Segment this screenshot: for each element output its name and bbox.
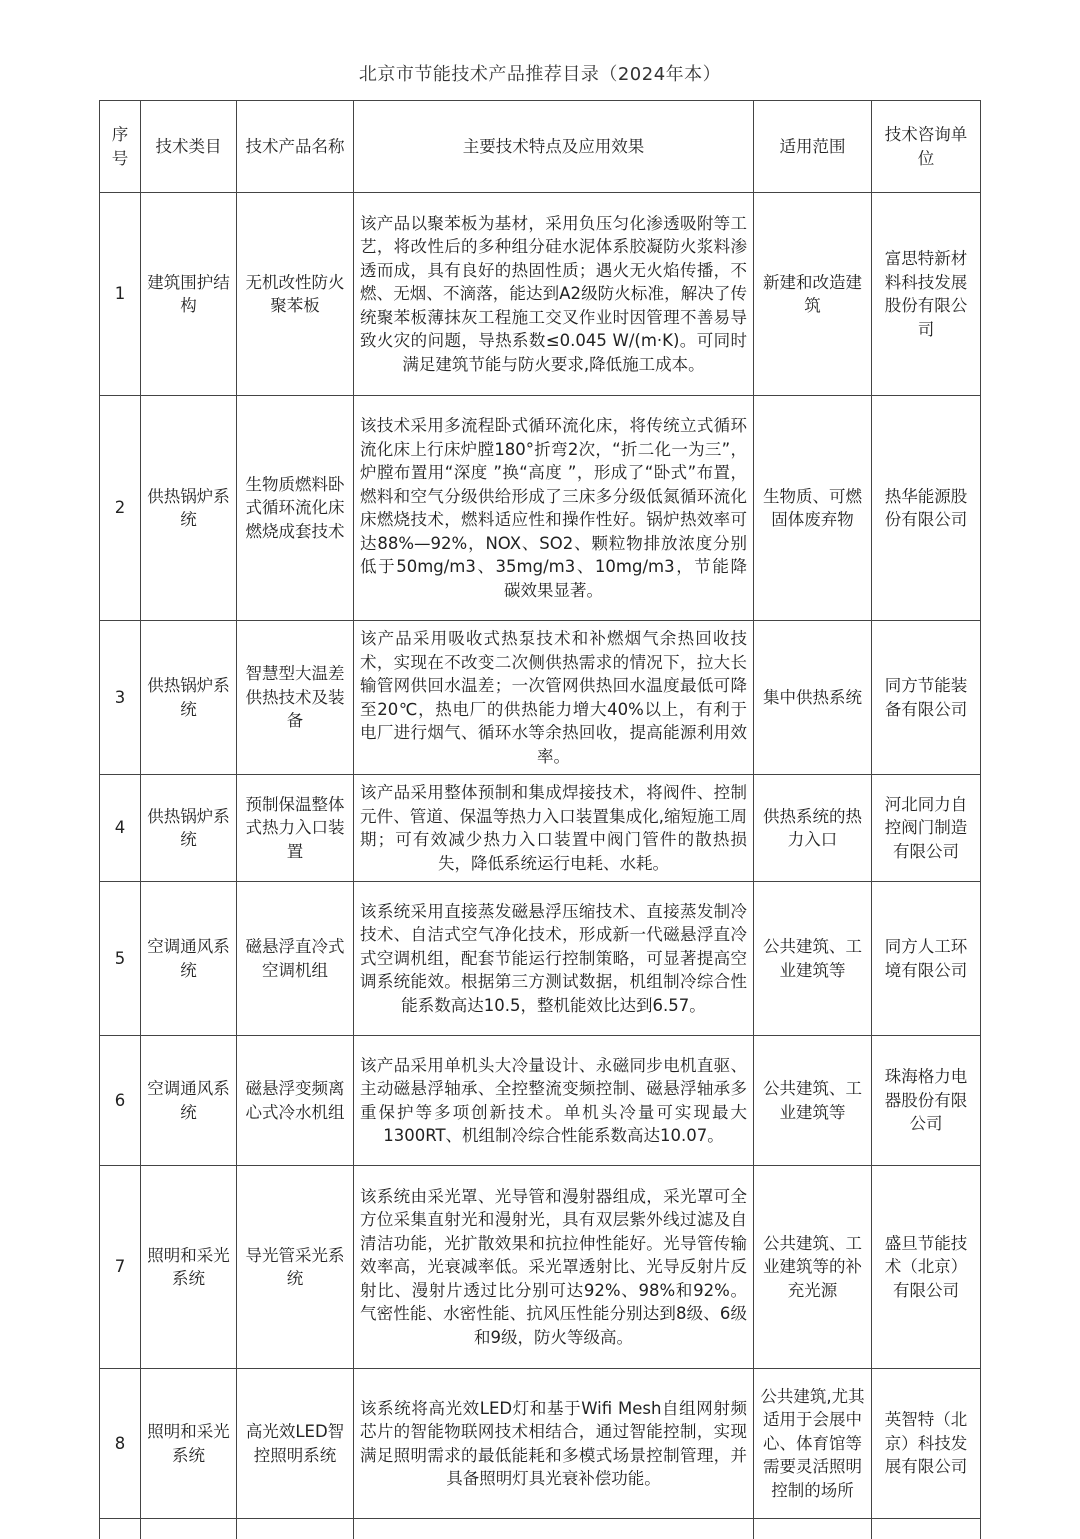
header-features: 主要技术特点及应用效果 (354, 101, 754, 193)
cell-empty (237, 1519, 354, 1539)
cell-scope: 公共建筑、工业建筑等 (754, 1036, 872, 1166)
cell-empty (354, 1519, 754, 1539)
table-row (100, 1036, 981, 1166)
cell-features: 该产品采用整体预制和集成焊接技术，将阀件、控制元件、管道、保温等热力入口装置集成化,缩短施工周期；可有效减少热力入口装置中阀门管件的散热损失，降低系统运行电耗、水耗。 (354, 775, 754, 882)
cell-unit: 珠海格力电器股份有限公司 (872, 1036, 981, 1166)
cell-empty (872, 1519, 981, 1539)
cell-unit: 英智特（北京）科技发展有限公司 (872, 1369, 981, 1519)
cell-product: 导光管采光系统 (237, 1166, 354, 1369)
catalog-table (99, 100, 981, 1539)
table-row (100, 882, 981, 1036)
header-row (100, 101, 981, 193)
cell-product: 磁悬浮变频离心式冷水机组 (237, 1036, 354, 1166)
cell-features: 该技术采用多流程卧式循环流化床，将传统立式循环流化床上行床炉膛180°折弯2次，“折二化一为三”，炉膛布置用“深度 ”换“高度 ”，形成了“卧式”布置，燃料和空气分级供给形成了三床多分级低氮循环流化床燃烧技术，燃料适应性和操作性好。锅炉热效率可达88%—92%，NOX、SO2、颗粒物排放浓度分别低于50mg/m3、35mg/m3、10mg/m3，节能降碳效果显著。 (354, 396, 754, 621)
header-unit: 技术咨询单位 (872, 101, 981, 193)
cell-scope: 公共建筑,尤其适用于会展中心、体育馆等需要灵活照明控制的场所 (754, 1369, 872, 1519)
header-product: 技术产品名称 (237, 101, 354, 193)
cell-empty (100, 1519, 141, 1539)
cell-no: 4 (100, 775, 141, 882)
cell-category: 照明和采光系统 (141, 1166, 237, 1369)
cell-product: 预制保温整体式热力入口装置 (237, 775, 354, 882)
document-title: 北京市节能技术产品推荐目录（2024年本） (358, 64, 722, 85)
cell-no: 3 (100, 621, 141, 775)
cell-category: 照明和采光系统 (141, 1369, 237, 1519)
cell-category: 空调通风系统 (141, 882, 237, 1036)
cell-unit: 富思特新材料科技发展股份有限公司 (872, 193, 981, 396)
cell-scope: 公共建筑、工业建筑等的补充光源 (754, 1166, 872, 1369)
header-scope: 适用范围 (754, 101, 872, 193)
cell-empty (754, 1519, 872, 1539)
cell-product: 无机改性防火聚苯板 (237, 193, 354, 396)
cell-no: 2 (100, 396, 141, 621)
cell-features: 该产品以聚苯板为基材，采用负压匀化渗透吸附等工艺，将改性后的多种组分硅水泥体系胶凝防火浆料渗透而成，具有良好的热固性质；遇火无火焰传播，不燃、无烟、不滴落，能达到A2级防火标准，解决了传统聚苯板薄抹灰工程施工交叉作业时因管理不善易导致火灾的问题，导热系数≤0.045 W/(m·K)。可同时满足建筑节能与防火要求,降低施工成本。 (354, 193, 754, 396)
cell-unit: 同方人工环境有限公司 (872, 882, 981, 1036)
header-no: 序号 (100, 101, 141, 193)
cell-scope: 集中供热系统 (754, 621, 872, 775)
header-category: 技术类目 (141, 101, 237, 193)
table-row (100, 1369, 981, 1519)
cell-scope: 公共建筑、工业建筑等 (754, 882, 872, 1036)
cell-unit: 河北同力自控阀门制造有限公司 (872, 775, 981, 882)
cell-scope: 生物质、可燃固体废弃物 (754, 396, 872, 621)
cell-features: 该系统将高光效LED灯和基于Wifi Mesh自组网射频芯片的智能物联网技术相结合，通过智能控制，实现满足照明需求的最低能耗和多模式场景控制管理，并具备照明灯具光衰补偿功能。 (354, 1369, 754, 1519)
table-row (100, 1166, 981, 1369)
cell-product: 高光效LED智控照明系统 (237, 1369, 354, 1519)
cell-no: 1 (100, 193, 141, 396)
cell-no: 7 (100, 1166, 141, 1369)
cell-product: 磁悬浮直冷式空调机组 (237, 882, 354, 1036)
table-row (100, 396, 981, 621)
table-row-cut-off (100, 1519, 981, 1539)
cell-features: 该系统采用直接蒸发磁悬浮压缩技术、直接蒸发制冷技术、自洁式空气净化技术，形成新一代磁悬浮直冷式空调机组，配套节能运行控制策略，可显著提高空调系统能效。根据第三方测试数据，机组制冷综合性能系数高达10.5，整机能效比达到6.57。 (354, 882, 754, 1036)
cell-category: 供热锅炉系统 (141, 621, 237, 775)
cell-scope: 新建和改造建筑 (754, 193, 872, 396)
cell-no: 5 (100, 882, 141, 1036)
cell-unit: 同方节能装备有限公司 (872, 621, 981, 775)
cell-product: 智慧型大温差供热技术及装备 (237, 621, 354, 775)
cell-product: 生物质燃料卧式循环流化床燃烧成套技术 (237, 396, 354, 621)
cell-unit: 热华能源股份有限公司 (872, 396, 981, 621)
cell-category: 建筑围护结构 (141, 193, 237, 396)
cell-category: 供热锅炉系统 (141, 775, 237, 882)
cell-features: 该产品采用单机头大冷量设计、永磁同步电机直驱、主动磁悬浮轴承、全控整流变频控制、磁悬浮轴承多重保护等多项创新技术。单机头冷量可实现最大1300RT、机组制冷综合性能系数高达10.07。 (354, 1036, 754, 1166)
cell-features: 该系统由采光罩、光导管和漫射器组成，采光罩可全方位采集直射光和漫射光，具有双层紫外线过滤及自清洁功能，光扩散效果和抗拉伸性能好。光导管传输效率高，光衰减率低。采光罩透射比、光导反射片反射比、漫射片透过比分别可达92%、98%和92%。气密性能、水密性能、抗风压性能分别达到8级、6级和9级，防火等级高。 (354, 1166, 754, 1369)
cell-empty (141, 1519, 237, 1539)
cell-no: 8 (100, 1369, 141, 1519)
cell-no: 6 (100, 1036, 141, 1166)
cell-unit: 盛旦节能技术（北京）有限公司 (872, 1166, 981, 1369)
cell-scope: 供热系统的热力入口 (754, 775, 872, 882)
cell-category: 供热锅炉系统 (141, 396, 237, 621)
table-row (100, 621, 981, 775)
cell-category: 空调通风系统 (141, 1036, 237, 1166)
table-row (100, 193, 981, 396)
table-row (100, 775, 981, 882)
cell-features: 该产品采用吸收式热泵技术和补燃烟气余热回收技术，实现在不改变二次侧供热需求的情况下，拉大长输管网供回水温差；一次管网供热回水温度最低可降至20℃，热电厂的供热能力增大40%以上，有利于电厂进行烟气、循环水等余热回收，提高能源利用效率。 (354, 621, 754, 775)
